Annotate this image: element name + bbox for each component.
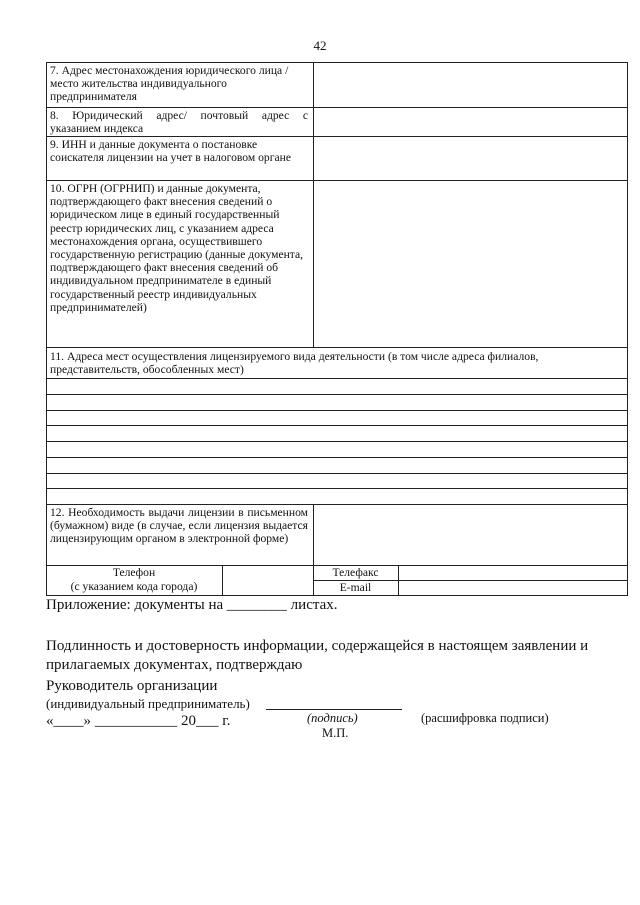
seal-label: М.П. (322, 726, 349, 740)
address-line (46, 488, 628, 489)
table-border-bottom (46, 595, 628, 596)
row-9-label: 9. ИНН и данные документа о постановке соискателя лицензии на учет в налоговом органе (50, 138, 291, 165)
phone-label-text: Телефон (112, 566, 156, 579)
row-8-label: 8. Юридический адрес/ почтовый адрес с указанием индекса (50, 109, 308, 136)
address-line (46, 394, 628, 395)
email-label: E-mail (339, 581, 372, 594)
address-line (46, 457, 628, 458)
table-border-right (627, 62, 628, 595)
signatory-title: Руководитель организации (46, 678, 218, 694)
signatory-subtitle: (индивидуальный предприниматель) (46, 696, 250, 711)
date-field: «____» ___________ 20___ г. (46, 713, 231, 729)
row-divider (46, 107, 628, 108)
table-border-top (46, 62, 628, 63)
row-12-label: 12. Необходимость выдачи лицензии в письменном (бумажном) виде (в случае, если лицензия выдается лицензирующим органом в электронной форме) (50, 506, 308, 546)
row-10-label: 10. ОГРН (ОГРНИП) и данные документа, подтверждающего факт внесения сведений о юридическом лице в единый государственный реестр юридических лиц, с указанием адреса местонахождения органа, осуществившего государственную регистрацию (данные документа, подтверждающего факт внесения сведений об индивидуальном предпринимателе в единый государственный реестр индивидуальных предпринимателей) (50, 182, 304, 314)
fax-label: Телефакс (332, 566, 379, 579)
phone-label (46, 566, 222, 594)
address-line (46, 441, 628, 442)
address-line (46, 378, 628, 379)
row-7-label: 7. Адрес местонахождения юридического лица / место жительства индивидуального предпринимателя (50, 64, 289, 104)
confirmation-text: Подлинность и достоверность информации, содержащейся в настоящем заявлении и прилагаемых документах, подтверждаю (46, 638, 589, 673)
row-divider (46, 504, 628, 505)
row-divider (46, 180, 628, 181)
contact-divider (222, 565, 223, 595)
contact-divider (398, 565, 399, 595)
row-divider (46, 136, 628, 137)
row-divider (46, 347, 628, 348)
phone-hint-text: (с указанием кода города) (70, 580, 198, 593)
column-divider (313, 62, 314, 347)
table-border-left (46, 62, 47, 595)
address-line (46, 425, 628, 426)
address-line (46, 473, 628, 474)
attachment-line: Приложение: документы на ________ листах. (46, 597, 338, 613)
address-line (46, 410, 628, 411)
application-form-table (46, 62, 628, 595)
signature-decode-caption: (расшифровка подписи) (421, 711, 549, 725)
signature-caption: (подпись) (307, 711, 358, 725)
page-number: 42 (313, 38, 327, 53)
row-11-label: 11. Адреса мест осуществления лицензируемого вида деятельности (в том числе адреса филиалов, представительств, обособленных мест) (50, 350, 539, 377)
signature-line (266, 709, 402, 710)
